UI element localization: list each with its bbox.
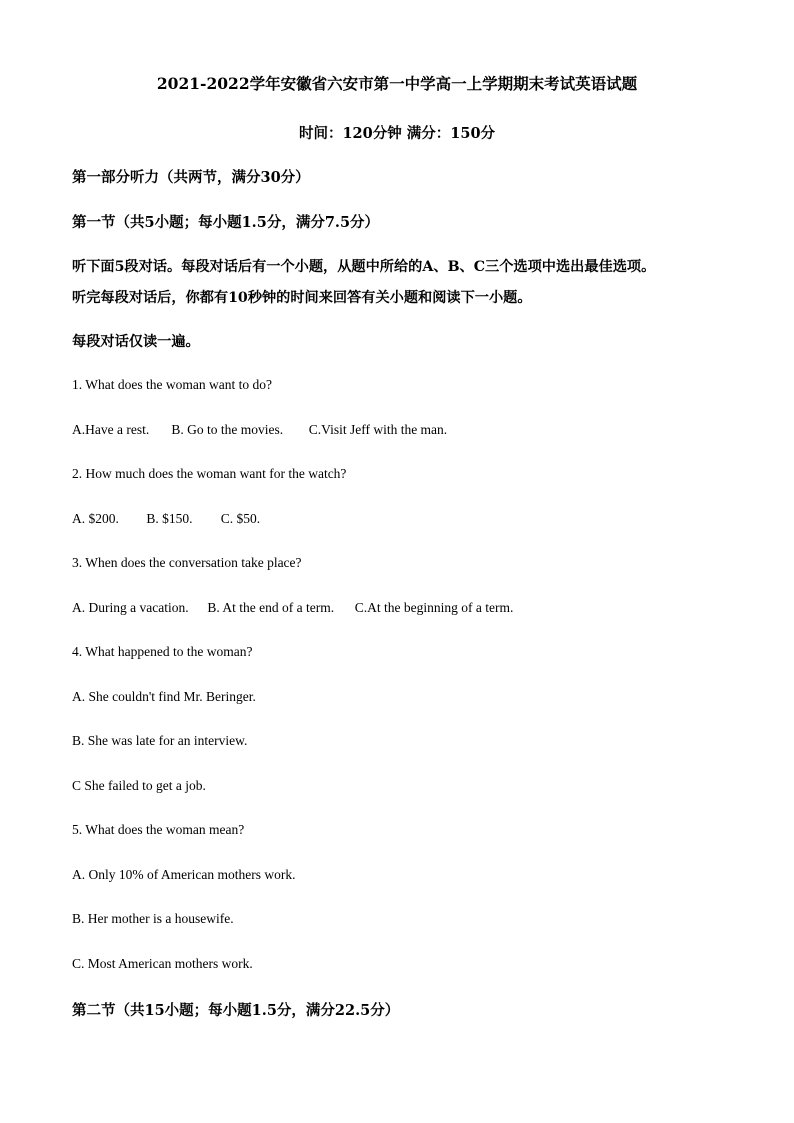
section1-heading: 第一节（共5小题；每小题1.5分，满分7.5分） bbox=[72, 214, 380, 231]
question-4-option-a: A. She couldn't find Mr. Beringer. bbox=[72, 689, 256, 704]
exam-time-and-score: 时间：120分钟 满分：150分 bbox=[298, 125, 496, 142]
instruction-line-2: 听完每段对话后，你都有10秒钟的时间来回答有关小题和阅读下一小题。 bbox=[72, 290, 532, 306]
question-4-option-b: B. She was late for an interview. bbox=[72, 733, 248, 748]
question-1-option-a: A.Have a rest. bbox=[72, 422, 150, 437]
question-5-option-c: C. Most American mothers work. bbox=[72, 956, 253, 971]
question-5-option-a: A. Only 10% of American mothers work. bbox=[72, 867, 296, 882]
question-1-option-c: C.Visit Jeff with the man. bbox=[308, 422, 448, 437]
question-4-option-c: C She failed to get a job. bbox=[72, 778, 206, 793]
question-2-option-b: B. $150. bbox=[146, 511, 193, 526]
instruction-line-3: 每段对话仅读一遍。 bbox=[72, 334, 200, 350]
question-3-option-a: A. During a vacation. bbox=[72, 600, 189, 615]
instruction-line-1: 听下面5段对话。每段对话后有一个小题，从题中所给的A、B、C三个选项中选出最佳选项。 bbox=[72, 259, 656, 275]
question-3-options bbox=[72, 600, 513, 616]
exam-title: 2021-2022学年安徽省六安市第一中学高一上学期期末考试英语试题 bbox=[156, 74, 638, 93]
question-5-option-b: B. Her mother is a housewife. bbox=[72, 911, 234, 926]
question-1-option-b: B. Go to the movies. bbox=[171, 422, 284, 437]
part1-heading: 第一部分听力（共两节，满分30分） bbox=[72, 169, 310, 186]
question-4-stem: 4. What happened to the woman? bbox=[72, 644, 253, 659]
question-1-stem: 1. What does the woman want to do? bbox=[72, 377, 272, 392]
question-2-option-c: C. $50. bbox=[220, 511, 261, 526]
question-3-option-c: C.At the beginning of a term. bbox=[354, 600, 514, 615]
question-2-option-a: A. $200. bbox=[72, 511, 119, 526]
section2-heading: 第二节（共15小题；每小题1.5分，满分22.5分） bbox=[72, 1002, 400, 1019]
question-3-stem: 3. When does the conversation take place? bbox=[72, 555, 302, 570]
question-2-options bbox=[72, 511, 260, 527]
question-2-stem: 2. How much does the woman want for the watch? bbox=[72, 466, 347, 481]
question-3-option-b: B. At the end of a term. bbox=[207, 600, 335, 615]
question-5-stem: 5. What does the woman mean? bbox=[72, 822, 245, 837]
question-1-options bbox=[72, 422, 447, 438]
